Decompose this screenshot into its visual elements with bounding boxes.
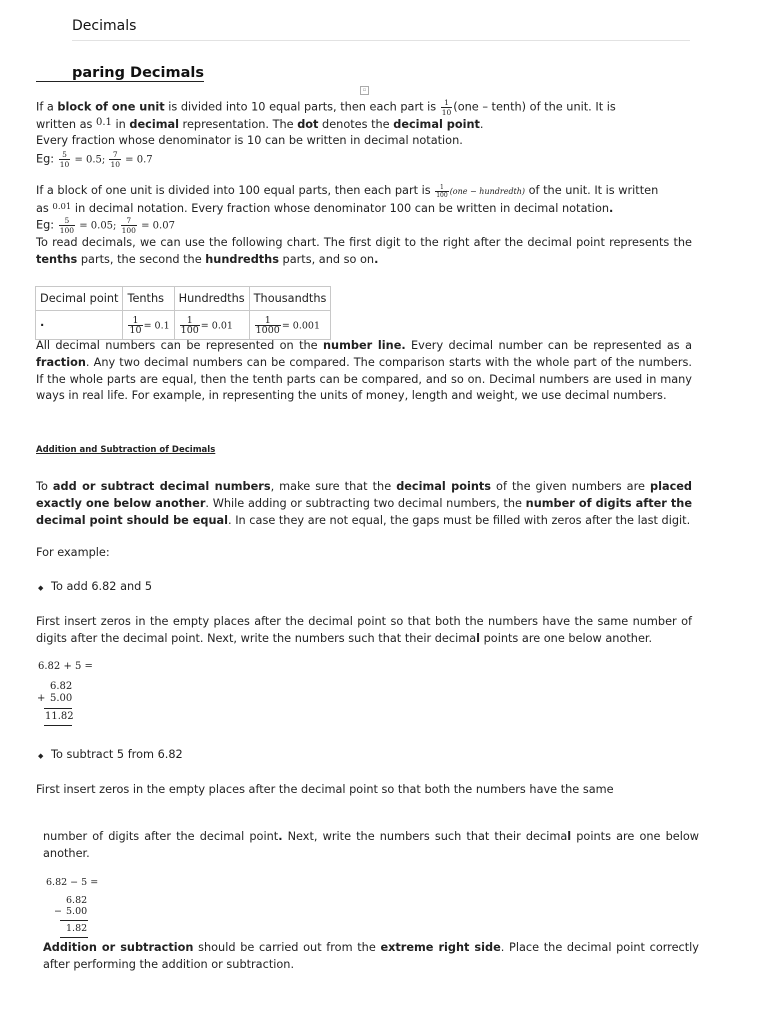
table-cell-dot: ·: [36, 311, 123, 340]
section-title-text: paring Decimals: [72, 65, 204, 81]
subtraction-first-number: 6.82: [66, 895, 88, 906]
paragraph-extreme-right: Addition or subtraction should be carried out from the extreme right side. Place the decimal point correctly after performing the addition or subtraction.: [43, 941, 699, 971]
table-cell-tenths: $\frac{1}{10}$ = 0.1: [123, 311, 174, 340]
subtraction-line-bottom: [60, 937, 88, 938]
bullet-subtract-example: To subtract 5 from 6.82: [51, 748, 183, 761]
subtraction-result: 1.82: [66, 923, 88, 934]
bullet-add-example: To add 6.82 and 5: [51, 580, 153, 593]
fraction-seven-tenths: $\frac{7}{10}$: [110, 149, 120, 169]
fraction-seven-hundredths: $\frac{7}{100}$: [121, 216, 136, 235]
subheading-addition-subtraction: Addition and Subtraction of Decimals: [36, 445, 216, 455]
paragraph-hundredths: If a block of one unit is divided into 100 equal parts, then each part is $\frac{1}{100}$ (one − hundredth) of the unit. It is written as $^{0.01}$ in decimal notation. Every fraction whose denominator 100 can be written in decimal notation.: [36, 183, 659, 215]
paragraph-denominator-10: Every fraction whose denominator is 10 can be written in decimal notation. Eg: $\frac{5}{10}$ = 0.5; $\frac{7}{10}$ = 0.7: [36, 134, 463, 169]
addition-line-top: [44, 708, 72, 709]
subtraction-line-top: [60, 920, 88, 921]
addition-second-number: 5.00: [50, 693, 73, 704]
title-underline-gap: [36, 65, 72, 82]
paragraph-reading-decimals: To read decimals, we can use the following chart. The first digit to the right after the decimal point represents the tenths parts, the second the hundredths parts, and so on.: [36, 236, 692, 266]
table-header-cell: Hundredths: [174, 287, 249, 311]
fraction-five-hundredths: $\frac{5}{100}$: [59, 216, 75, 235]
table-header-cell: Thousandths: [249, 287, 331, 311]
paragraph-number-line: All decimal numbers can be represented on the number line. Every decimal number can be represented as a fraction. Any two decimal numbers can be compared. The comparison starts with the whole part of the numbers. If the whole parts are equal, then the tenth parts can be compared, and so on. Decimal numbers are used in many ways in real life. For example, in representing the units of money, length and weight, we use decimal numbers.: [36, 339, 692, 403]
header-divider: [72, 40, 690, 41]
paragraph-tenths: If a block of one unit is divided into 10 equal parts, then each part is $\frac{1}{10}$ (one – tenth) of the unit. It is written as $^{0.1}$ in decimal representation. The dot denotes the decimal point.: [36, 98, 616, 131]
addition-first-number: 6.82: [50, 681, 73, 692]
table-row: [36, 311, 331, 340]
bullet-icon: ◆: [38, 584, 44, 592]
table-header-cell: Decimal point: [36, 287, 123, 311]
place-value-table: [35, 286, 331, 340]
table-header-row: [36, 287, 331, 311]
for-example-label: For example:: [36, 546, 110, 559]
addition-result: 11.82: [45, 711, 74, 722]
section-title: [36, 65, 204, 82]
paragraph-examples-hundredths: Eg: $\frac{5}{100}$ = 0.05; $\frac{7}{100}$ = 0.07: [36, 216, 175, 235]
addition-equation: 6.82 + 5 =: [38, 661, 93, 672]
fraction-five-tenths: $\frac{5}{10}$: [59, 149, 70, 169]
fraction-one-tenth: $\frac{1}{10}$: [441, 98, 452, 117]
paragraph-insert-zeros-add: First insert zeros in the empty places after the decimal point so that both the numbers have the same number of digits after the decimal point. Next, write the numbers such that their decimal points are one below another.: [36, 615, 692, 645]
table-header-cell: Tenths: [123, 287, 174, 311]
subtraction-operator: −: [54, 906, 62, 917]
table-cell-hundredths: $\frac{1}{100}$ = 0.01: [174, 311, 249, 340]
broken-image-icon: ▫: [360, 86, 369, 95]
paragraph-decimal-points-aligned: number of digits after the decimal point. Next, write the numbers such that their decimal points are one below another.: [43, 830, 699, 860]
subtraction-second-number: 5.00: [66, 906, 88, 917]
paragraph-add-subtract-rules: To add or subtract decimal numbers, make sure that the decimal points of the given numbers are placed exactly one below another. While adding or subtracting two decimal numbers, the number of digits after the decimal point should be equal. In case they are not equal, the gaps must be filled with zeros after the last digit.: [36, 480, 693, 527]
addition-line-bottom: [44, 725, 72, 726]
addition-operator: +: [37, 693, 46, 704]
table-cell-thousandths: $\frac{1}{1000}$ = 0.001: [249, 311, 331, 340]
header-title: Decimals: [72, 18, 137, 34]
paragraph-insert-zeros-subtract: First insert zeros in the empty places after the decimal point so that both the numbers have the same: [36, 783, 614, 796]
subtraction-equation: 6.82 − 5 =: [46, 877, 99, 888]
bullet-icon: ◆: [38, 752, 44, 760]
page-header: [72, 18, 136, 34]
fraction-one-hundredth: $\frac{1}{100}$: [436, 183, 448, 199]
